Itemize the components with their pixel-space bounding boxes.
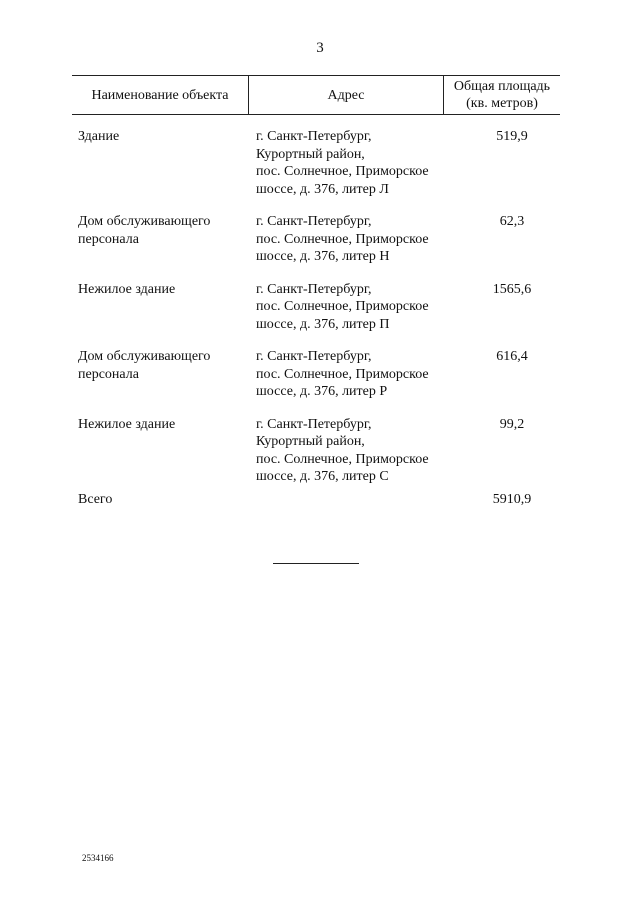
object-name-cell: Здание	[78, 129, 120, 144]
total-area: 5910,9	[492, 492, 532, 507]
area-cell: 62,3	[499, 214, 525, 229]
address-cell: г. Санкт-Петербург, пос. Солнечное, Приморское шоссе, д. 376, литер Н	[256, 214, 429, 264]
object-name-cell: Нежилое здание	[78, 416, 176, 432]
table-row	[72, 348, 560, 401]
object-name-cell: Нежилое здание	[78, 281, 176, 297]
table-row	[72, 213, 560, 266]
area-cell: 519,9	[496, 129, 528, 144]
end-divider	[273, 563, 359, 564]
document-code: 2534166	[82, 853, 114, 863]
header-address: Адрес	[248, 76, 444, 114]
table-row	[72, 128, 560, 198]
table-header	[72, 75, 560, 115]
header-total-area: Общая площадь (кв. метров)	[453, 79, 551, 111]
total-address-empty	[248, 491, 468, 509]
address-cell: г. Санкт-Петербург, пос. Солнечное, Приморское шоссе, д. 376, литер П	[256, 281, 429, 332]
address-cell: г. Санкт-Петербург, Курортный район, пос. Солнечное, Приморское шоссе, д. 376, литер С	[256, 416, 429, 484]
total-row	[72, 491, 560, 509]
table-row	[72, 416, 560, 486]
area-cell: 616,4	[496, 349, 528, 364]
header-object-name: Наименование объекта	[91, 87, 229, 103]
object-name-cell: Дом обслуживающего персонала	[78, 349, 211, 382]
object-name-cell: Дом обслуживающего персонала	[78, 214, 211, 247]
area-cell: 99,2	[499, 416, 525, 432]
page-number: 3	[316, 40, 324, 56]
table-body	[72, 128, 560, 501]
area-cell: 1565,6	[492, 281, 532, 297]
total-label: Всего	[78, 492, 113, 507]
address-cell: г. Санкт-Петербург, Курортный район, пос. Солнечное, Приморское шоссе, д. 376, литер Л	[256, 129, 429, 197]
table-row	[72, 281, 560, 334]
address-cell: г. Санкт-Петербург, пос. Солнечное, Приморское шоссе, д. 376, литер Р	[256, 349, 429, 399]
